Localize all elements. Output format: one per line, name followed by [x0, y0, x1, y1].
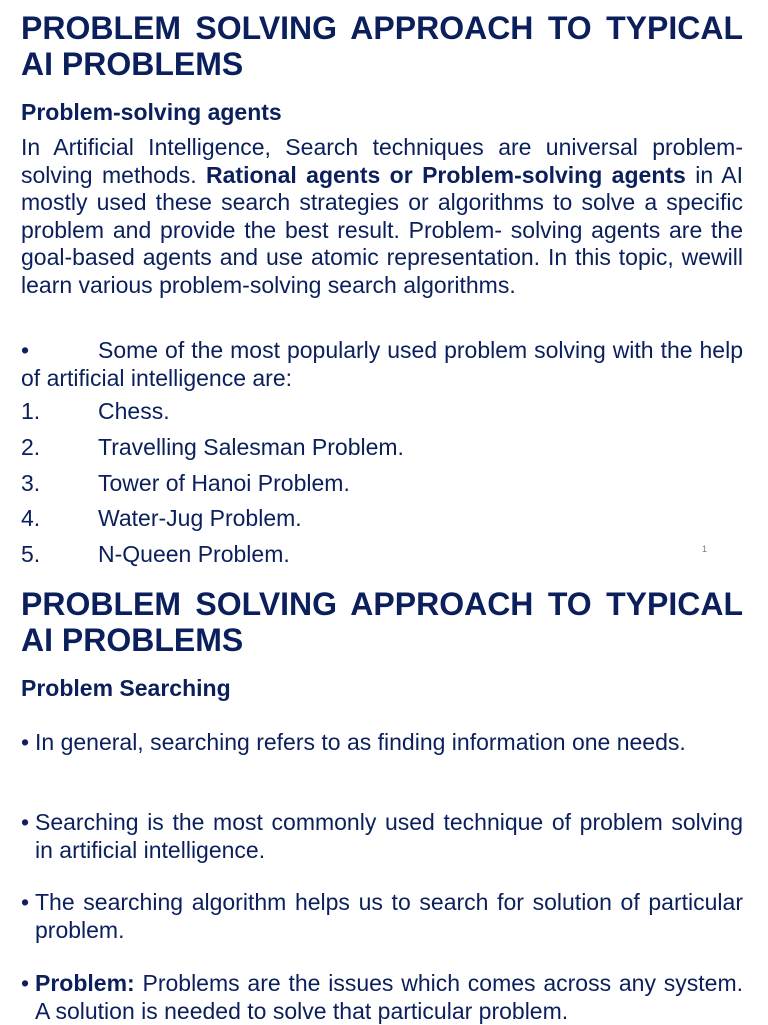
list-text: Travelling Salesman Problem.	[98, 433, 404, 460]
slide-title: PROBLEM SOLVING APPROACH TO TYPICAL AI PROBLEMS	[21, 10, 743, 82]
slide-2	[0, 578, 768, 1024]
list-text: N-Queen Problem.	[98, 541, 290, 568]
list-text: Water-Jug Problem.	[98, 505, 302, 532]
section-heading: Problem-solving agents	[21, 99, 282, 125]
list-number: 4.	[21, 505, 41, 532]
list-text: The searching algorithm helps us to search for solution of particular problem.	[35, 889, 743, 943]
bullet-text: Some of the most popularly used problem solving with the help of artificial intelligence are:	[21, 337, 743, 391]
list-text: Chess.	[98, 398, 170, 425]
bullet-icon: •	[21, 889, 30, 915]
list-text: Searching is the most commonly used technique of problem solving in artificial intelligence.	[35, 809, 743, 863]
problem-list	[21, 394, 404, 573]
bullet-icon: •	[21, 337, 30, 363]
slide-title: PROBLEM SOLVING APPROACH TO TYPICAL AI PROBLEMS	[21, 586, 743, 658]
intro-bold-term: Rational agents or Problem-solving agents	[206, 161, 686, 188]
bullet-paragraph	[21, 337, 743, 392]
problem-definition: Problems are the issues which comes across any system. A solution is needed to solve that particular problem.	[35, 970, 743, 1024]
bullet-icon: •	[21, 809, 30, 835]
intro-text-part-2: in AI mostly used these search strategies or algorithms to solve a specific problem and provide the best result. Problem- solving agents are the goal-based agents and use atomic representation. In this topic, wewill learn various problem-solving search algorithms.	[21, 161, 743, 298]
page-number: 1	[702, 544, 708, 554]
list-number: 2.	[21, 433, 41, 460]
intro-text-part-1: In Artificial Intelligence, Search techniques are universal problem-solving methods.	[21, 134, 743, 188]
problem-term: Problem:	[35, 970, 135, 996]
list-text: Tower of Hanoi Problem.	[98, 469, 350, 496]
bullet-icon: •	[21, 970, 30, 996]
list-number: 3.	[21, 469, 41, 496]
list-item	[21, 430, 404, 466]
list-item	[21, 889, 743, 944]
intro-paragraph	[21, 134, 743, 300]
list-item	[21, 501, 404, 537]
list-text	[35, 970, 743, 1025]
list-item	[21, 970, 743, 1025]
list-number: 1.	[21, 398, 41, 425]
list-number: 5.	[21, 541, 41, 568]
list-item	[21, 537, 404, 573]
list-text: In general, searching refers to as finding information one needs.	[35, 729, 686, 755]
list-item	[21, 729, 743, 757]
section-heading: Problem Searching	[21, 675, 231, 701]
bullet-icon: •	[21, 729, 30, 755]
list-item	[21, 466, 404, 502]
list-item	[21, 394, 404, 430]
list-item	[21, 809, 743, 864]
